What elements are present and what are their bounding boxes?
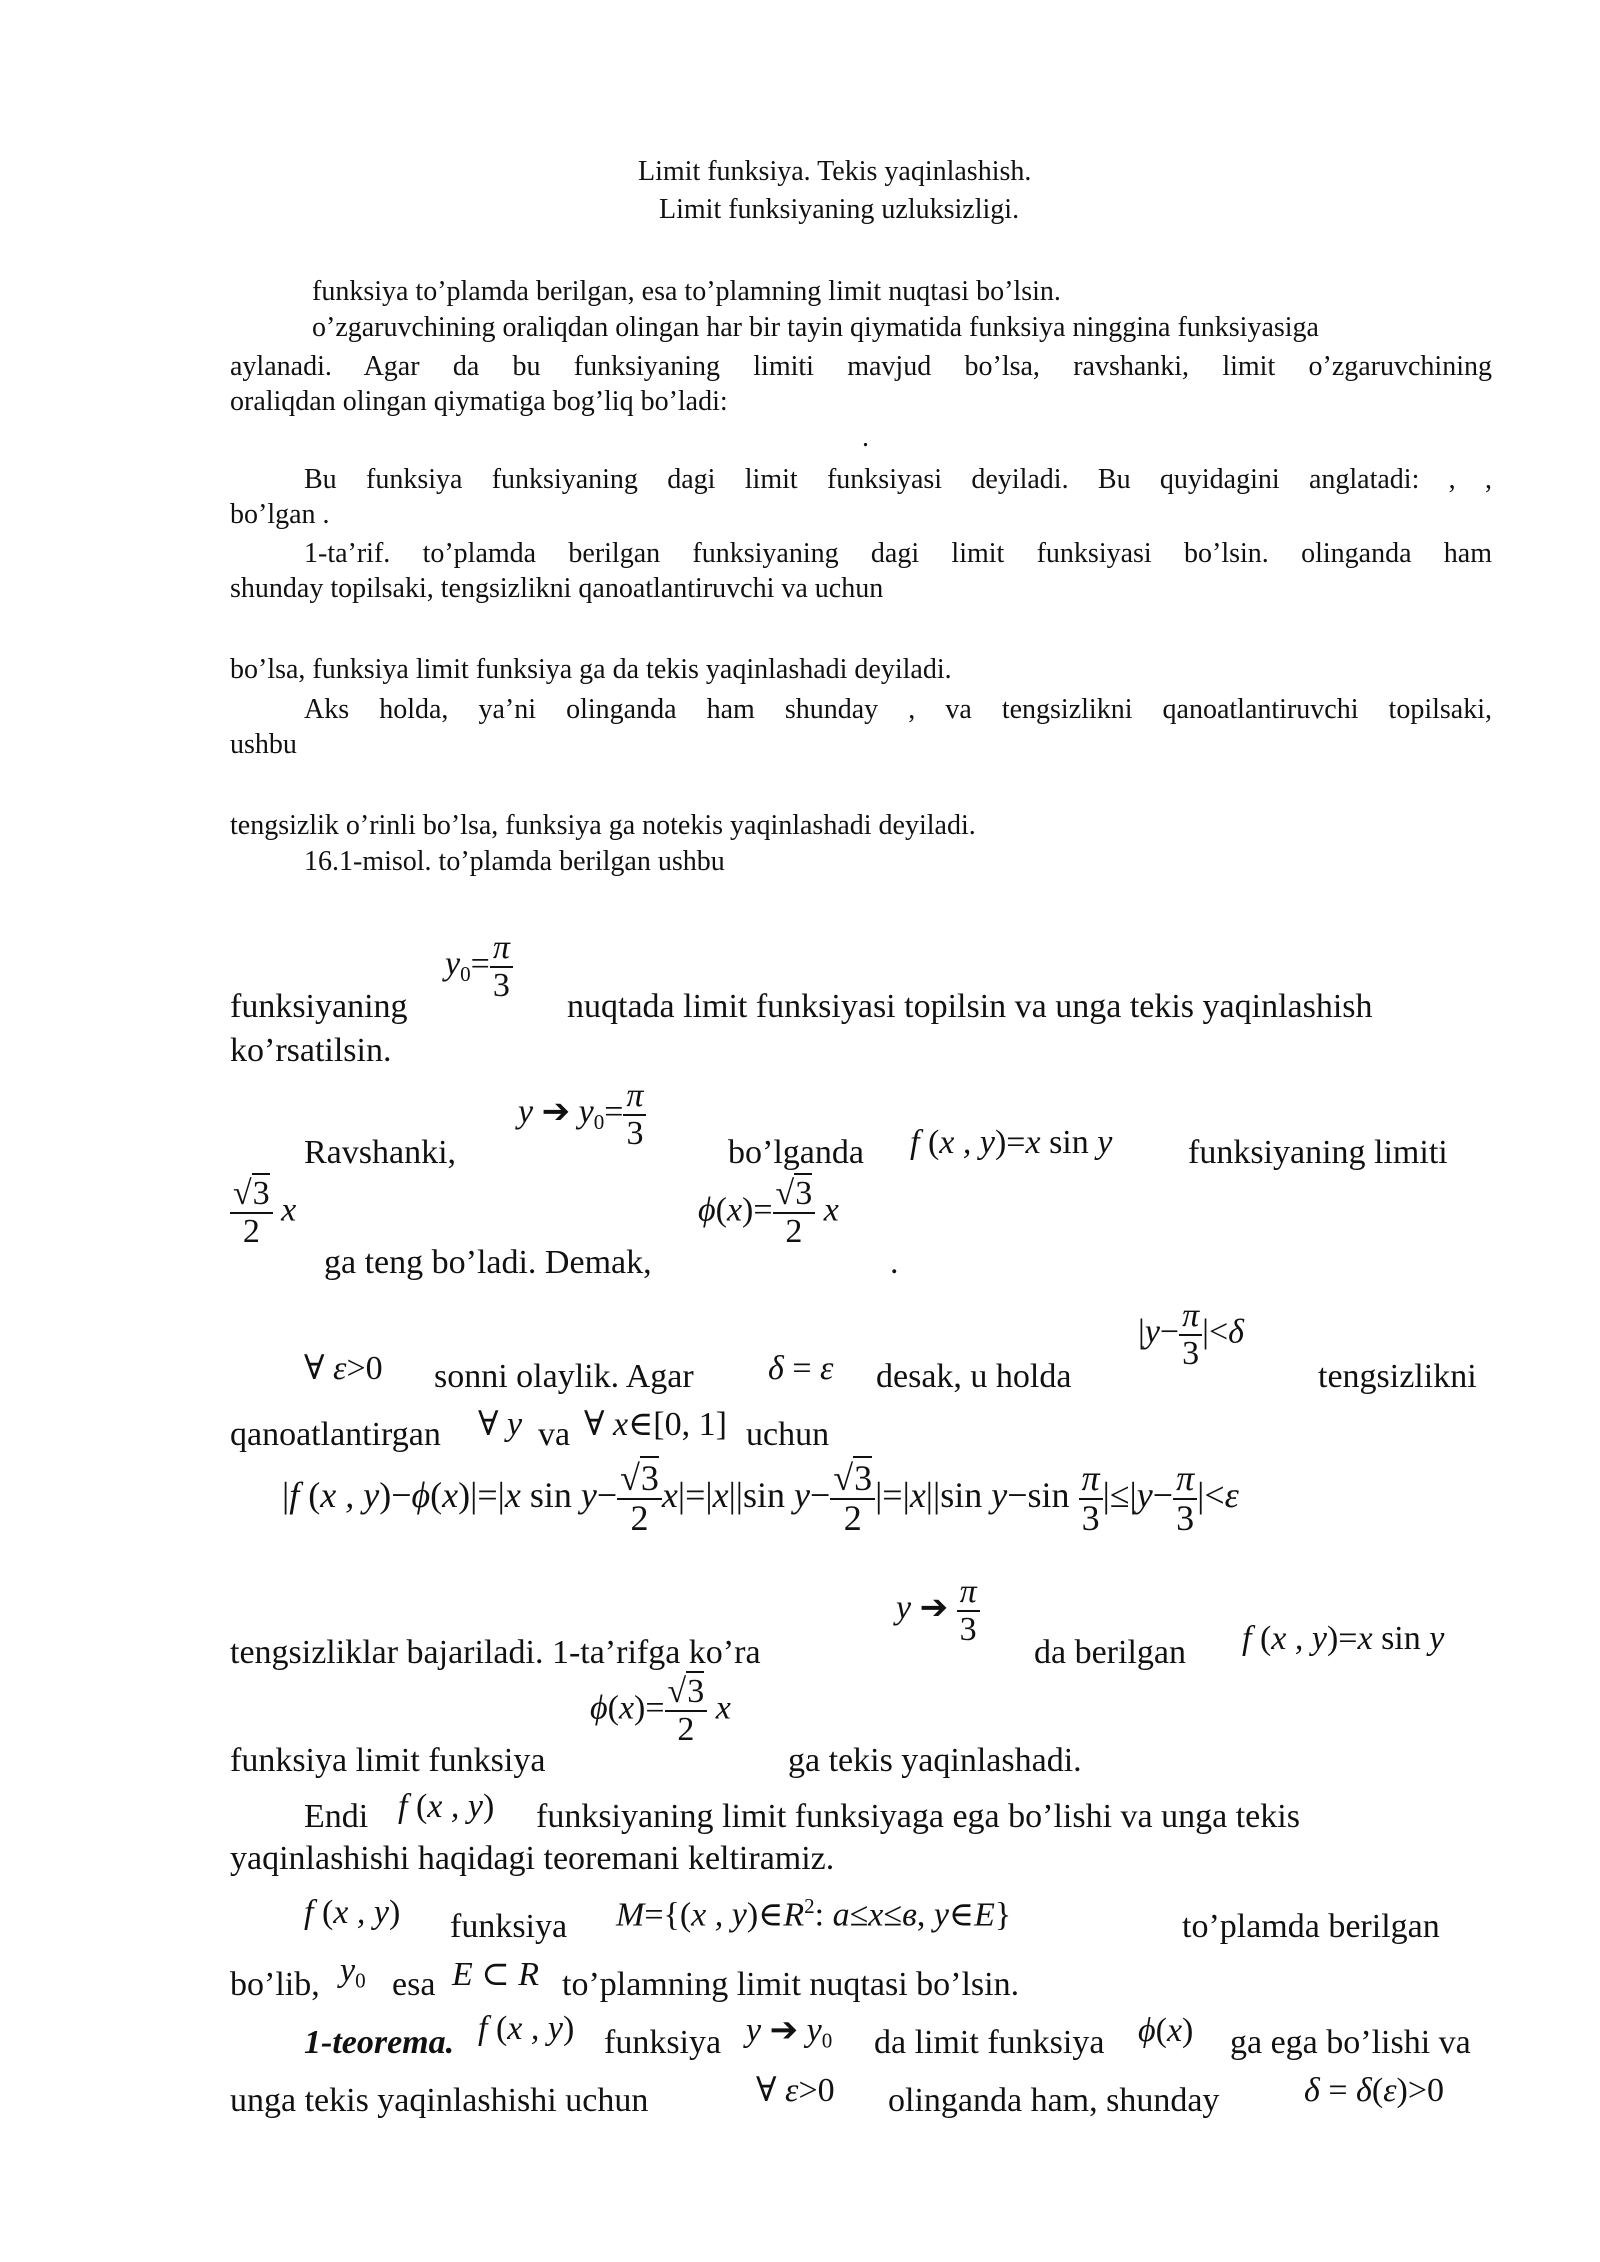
formula-forall-eps-2: ∀ ε>0	[756, 2072, 835, 2109]
formula-sqrt3-over-2-x: $\frac{√3}{2}$ x	[230, 1176, 296, 1249]
theorem-da-limit: da limit funksiya	[874, 2024, 1105, 2061]
para2-line-1: Bu funksiya funksiyaning dagi limit funksiyasi deyiladi. Bu quyidagini anglatadi: , ,	[304, 464, 1492, 495]
formula-f-xy: f (x , y)	[398, 1788, 495, 1825]
title-line-1: Limit funksiya. Tekis yaqinlashish.	[638, 156, 1032, 187]
formula-delta-eq-eps: δ = ε	[768, 1350, 834, 1387]
para1-line-1: funksiya to’plamda berilgan, esa to’plamning limit nuqtasi bo’lsin.	[312, 276, 1061, 307]
example-line-2a: funksiyaning	[230, 988, 408, 1025]
theorem-intro-line-1b: funksiyaning limit funksiyaga ega bo’lishi va unga tekis	[536, 1798, 1300, 1835]
title-line-2: Limit funksiyaning uzluksizligi.	[659, 194, 1020, 225]
formula-f-xy-2: f (x , y)	[304, 1894, 401, 1931]
solution-desak: desak, u holda	[876, 1358, 1072, 1395]
definition-2-line-1: Aks holda, ya’ni olinganda ham shunday , va tengsizlikni qanoatlantiruvchi topilsaki,	[304, 694, 1492, 725]
formula-f-xsiny-2: f (x , y)=x sin y	[1242, 1620, 1445, 1657]
definition-1-line-3: bo’lsa, funksiya limit funksiya ga da tekis yaqinlashadi deyiladi.	[230, 654, 952, 685]
theorem-funksiya: funksiya	[604, 2024, 722, 2061]
formula-set-M: M={(x , $y)\in R^2$: a≤x≤в, y∈E}	[616, 1894, 1012, 1934]
para2-line-2: bo’lgan .	[230, 499, 330, 530]
definition-2-line-3: tengsizlik o’rinli bo’lsa, funksiya ga notekis yaqinlashadi deyiladi.	[230, 810, 976, 841]
para1-dot: .	[862, 422, 869, 453]
definition-1-line-2: shunday topilsaki, tengsizlikni qanoatlantiruvchi va uchun	[230, 573, 884, 604]
formula-y-to-y0: y ➔ $y_0=$ $\frac{\pi}{3}$	[518, 1078, 646, 1151]
formula-phi-x: ϕ(x)= $\frac{√3}{2}$ x	[698, 1175, 839, 1250]
formula-forall-eps: ∀ ε>0	[304, 1350, 383, 1387]
formula-abs-y-pi3: |y− $\frac{\pi}{3}$ |<δ	[1138, 1297, 1244, 1372]
solution-dot: .	[890, 1244, 899, 1281]
theorem-line-2b: olinganda ham, shunday	[888, 2082, 1220, 2119]
theorem-intro-limit-nuqta: to’plamning limit nuqtasi bo’lsin.	[562, 1966, 1020, 2003]
theorem-intro-bolib: bo’lib,	[230, 1966, 320, 2003]
example-line-1: 16.1-misol. to’plamda berilgan ushbu	[304, 846, 725, 877]
solution-sonni: sonni olaylik. Agar	[434, 1358, 694, 1395]
definition-1-line-1: 1-ta’rif. to’plamda berilgan funksiyaning dagi limit funksiyasi bo’lsin. olinganda ham	[304, 538, 1492, 569]
theorem-intro-toplamda: to’plamda berilgan	[1182, 1908, 1440, 1945]
para1-line-3: aylanadi. Agar da bu funksiyaning limiti mavjud bo’lsa, ravshanki, limit o’zgaruvchining	[230, 351, 1492, 382]
formula-E-subset-R: E ⊂ R	[452, 1956, 540, 1993]
formula-y0: $y_0$	[340, 1952, 366, 1993]
solution-qanoatlantirgan: qanoatlantirgan	[230, 1416, 441, 1453]
solution-bolganda: bo’lganda	[728, 1134, 864, 1171]
theorem-intro-esa: esa	[392, 1966, 436, 2003]
formula-forall-x-interval: ∀ x∈[0, 1]	[584, 1406, 727, 1443]
example-line-2b: nuqtada limit funksiyasi topilsin va unga tekis yaqinlashish	[567, 988, 1373, 1025]
formula-phi-x-3: ϕ(x)	[1138, 2012, 1194, 2049]
theorem-intro-funksiya: funksiya	[450, 1908, 568, 1945]
solution-tengsizliklar: tengsizliklar bajariladi. 1-ta’rifga ko’ra	[230, 1634, 761, 1671]
para1-line-4: oraliqdan olingan qiymatiga bog’liq bo’ladi:	[230, 386, 728, 417]
solution-ravshanki: Ravshanki,	[304, 1134, 457, 1171]
para1-line-2: o’zgaruvchining oraliqdan olingan har bir tayin qiymatida funksiya ninggina funksiyasiga	[312, 312, 1319, 343]
formula-phi-x-2: ϕ(x)= $\frac{√3}{2}$ x	[590, 1673, 731, 1748]
solution-funksiyaning-limiti: funksiyaning limiti	[1188, 1134, 1448, 1171]
theorem-label: 1-teorema.	[304, 2024, 455, 2061]
formula-forall-y: ∀ y	[478, 1406, 523, 1443]
formula-f-xy-3: f (x , y)	[478, 2010, 575, 2047]
formula-delta-eps: δ = δ(ε)>0	[1304, 2072, 1445, 2109]
formula-y0-pi3: $y_0=$ $\frac{\pi}{3}$	[445, 930, 513, 1003]
theorem-line-2a: unga tekis yaqinlashishi uchun	[230, 2082, 649, 2119]
formula-y-to-pi3: y ➔ $\frac{\pi}{3}$	[896, 1574, 980, 1647]
solution-va: va	[538, 1416, 571, 1453]
solution-da-berilgan: da berilgan	[1034, 1634, 1186, 1671]
theorem-intro-endi: Endi	[304, 1798, 369, 1835]
formula-y-to-y0-2: y ➔ $y_0$	[746, 2012, 833, 2053]
theorem-intro-line-2: yaqinlashishi haqidagi teoremani keltiramiz.	[230, 1840, 835, 1877]
formula-main-inequality: |f (x , y)−ϕ(x)|=|x sin y− $\frac{√3}{2}$ x|=|x||sin y− $\frac{√3}{2}$ |=|x||sin y−sin $\frac{\pi}{3}$ |≤|y− $\frac{\pi}{3}$ |<ε	[282, 1458, 1239, 1538]
solution-ga-teng: ga teng bo’ladi. Demak,	[324, 1244, 652, 1281]
example-line-3: ko’rsatilsin.	[230, 1032, 392, 1069]
definition-2-line-2: ushbu	[230, 729, 297, 760]
solution-ga-tekis: ga tekis yaqinlashadi.	[788, 1742, 1082, 1779]
solution-funksiya-limit: funksiya limit funksiya	[230, 1742, 546, 1779]
solution-tengsizlikni: tengsizlikni	[1318, 1358, 1477, 1395]
formula-f-xsiny: f (x , y)=x sin y	[910, 1124, 1113, 1161]
theorem-ga-ega: ga ega bo’lishi va	[1230, 2024, 1471, 2061]
solution-uchun: uchun	[746, 1416, 830, 1453]
